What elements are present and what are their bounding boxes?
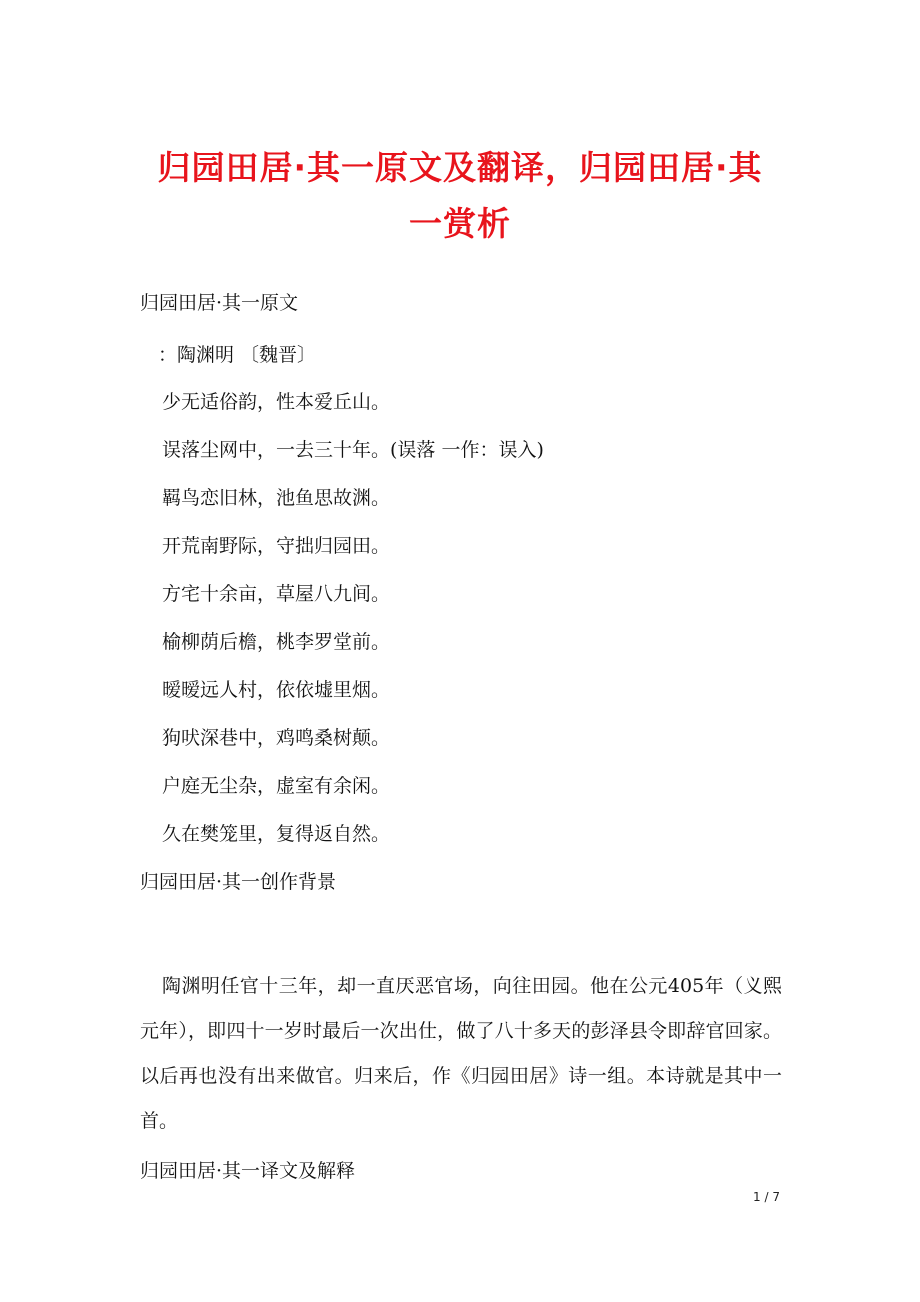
poem-line: 狗吠深巷中，鸡鸣桑树颠。 [162,727,391,749]
poem-line: 误落尘网中，一去三十年。(误落 一作：误入) [162,439,544,461]
poem-line: 久在樊笼里，复得返自然。 [162,823,391,845]
author-line: ：陶渊明 〔魏晋〕 [158,344,317,366]
poem-line: 户庭无尘杂，虚室有余闲。 [162,775,391,797]
poem-line: 羁鸟恋旧林，池鱼思故渊。 [162,487,391,509]
section-heading-background: 归园田居·其一创作背景 [140,871,337,893]
poem-line: 开荒南野际，守拙归园田。 [162,535,391,557]
section-heading-translation: 归园田居·其一译文及解释 [140,1160,356,1182]
title-line-2: 一赏析 [409,204,511,243]
page-number: 1 / 7 [753,1190,780,1204]
title-line-1: 归园田居·其一原文及翻译，归园田居·其 [157,148,763,187]
poem-line: 少无适俗韵，性本爱丘山。 [162,391,391,413]
document-title [120,140,800,252]
poem-line: 暧暧远人村，依依墟里烟。 [162,679,391,701]
section-heading-original: 归园田居·其一原文 [140,292,299,314]
poem-line: 方宅十余亩，草屋八九间。 [162,583,391,605]
poem-line: 榆柳荫后檐，桃李罗堂前。 [162,631,391,653]
background-paragraph: 陶渊明任官十三年，却一直厌恶官场，向往田园。他在公元405年（义熙元年），即四十一岁时最后一次出仕，做了八十多天的彭泽县令即辞官回家。以后再也没有出来做官。归来后，作《归园田居》诗一组。本诗就是其中一首。 [140,975,782,1132]
